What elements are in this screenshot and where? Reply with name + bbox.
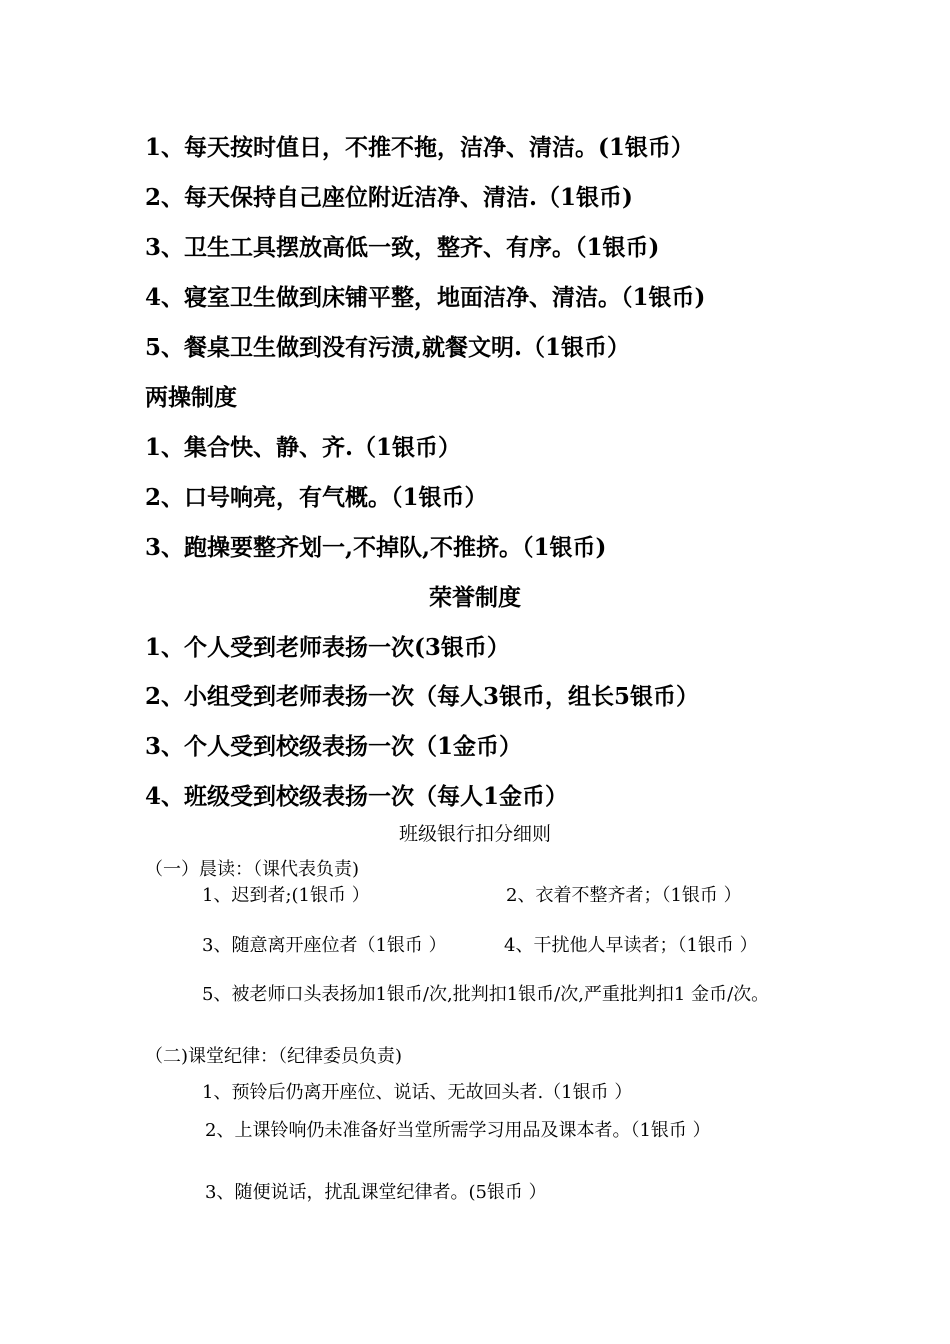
- hygiene-rule: 4、寝室卫生做到床铺平整，地面洁净、清洁。（1银币): [145, 284, 706, 311]
- honor-rule: 4、班级受到校级表扬一次（每人1金币）: [145, 783, 569, 810]
- honor-rule: 2、小组受到老师表扬一次（每人3银币，组长5银币）: [145, 683, 700, 710]
- class-heading: （二)课堂纪律：（纪律委员负责): [145, 1046, 403, 1067]
- morning-item: 5、被老师口头表扬加1银币/次,批判扣1银币/次,严重批判扣1 金币/次。: [202, 984, 770, 1005]
- hygiene-rule: 3、卫生工具摆放高低一致，整齐、有序。（1银币): [145, 234, 660, 261]
- morning-item: 2、衣着不整齐者；（1银币 ）: [506, 885, 742, 906]
- class-item: 3、随便说话，扰乱课堂纪律者。(5银币 ）: [205, 1182, 547, 1203]
- honor-heading: 荣誉制度: [429, 584, 521, 611]
- class-item: 1、预铃后仍离开座位、说话、无故回头者.（1银币 ）: [202, 1082, 633, 1103]
- hygiene-rule: 1、每天按时值日，不推不拖，洁净、清洁。(1银币）: [145, 134, 694, 161]
- morning-item: 3、随意离开座位者（1银币 ）: [202, 935, 447, 956]
- morning-item: 1、迟到者;(1银币 ）: [202, 885, 370, 906]
- hygiene-rule: 5、餐桌卫生做到没有污渍,就餐文明.（1银币）: [145, 334, 631, 361]
- morning-item: 4、干扰他人早读者；（1银币 ）: [504, 935, 758, 956]
- exercise-heading: 两操制度: [145, 384, 237, 411]
- exercise-rule: 3、跑操要整齐划一,不掉队,不推挤。（1银币): [145, 534, 607, 561]
- exercise-rule: 2、口号响亮，有气概。（1银币）: [145, 484, 488, 511]
- morning-heading: （一）晨读：（课代表负责): [145, 859, 360, 880]
- class-item: 2、上课铃响仍未准备好当堂所需学习用品及课本者。（1银币 ）: [205, 1120, 711, 1141]
- honor-rule: 3、个人受到校级表扬一次（1金币）: [145, 733, 523, 760]
- honor-rule: 1、个人受到老师表扬一次(3银币）: [145, 634, 510, 661]
- hygiene-rule: 2、每天保持自己座位附近洁净、清洁.（1银币): [145, 184, 633, 211]
- exercise-rule: 1、集合快、静、齐.（1银币）: [145, 434, 462, 461]
- deduction-title: 班级银行扣分细则: [398, 823, 551, 845]
